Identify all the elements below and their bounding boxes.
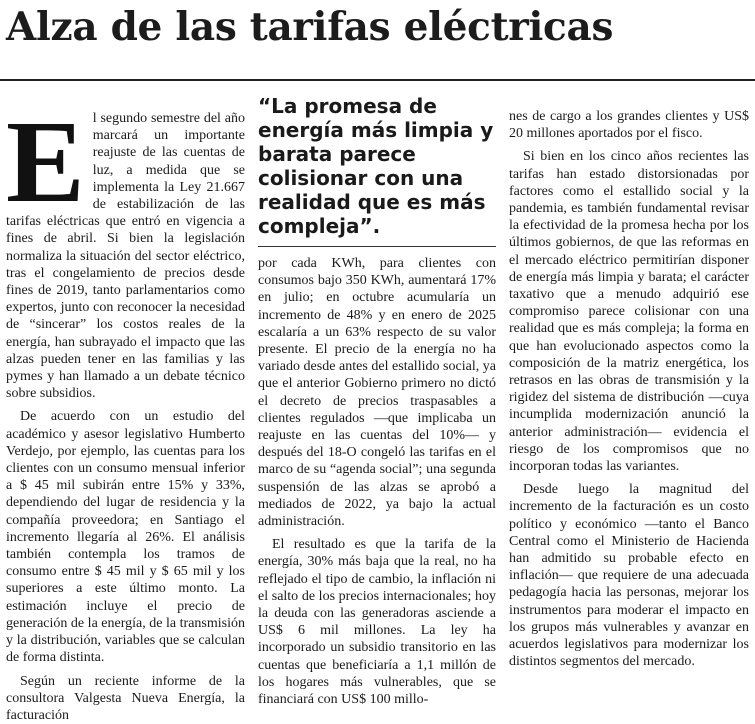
paragraph <box>6 110 245 402</box>
paragraph: nes de cargo a los grandes clientes y US$ 20 millones aportados por el fisco. <box>509 108 749 142</box>
column-3 <box>509 108 749 625</box>
paragraph: por cada KWh, para clientes con consumos bajo 350 KWh, aumentará 17% en julio; en octubre acumularía un incremento de 48% y en enero de 2025 escalaría a un 63% respecto de su valor presente. El precio de la energía no ha variado desde antes del estallido social, ya que el anterior Gobierno primero no dictó el decreto de precios traspasables a clientes regulados —que implicaba un reajuste en las cuentas del 10%— y después del 18-O congeló las tarifas en el marco de su “agenda social”; una segunda suspensión de las alzas se aprobó a mediados de 2022, ya bajo la actual administración. <box>258 255 496 530</box>
paragraph: Según un reciente informe de la consultora Valgesta Nueva Energía, la facturación <box>6 673 245 724</box>
drop-cap: E <box>6 118 85 206</box>
paragraph: Si bien en los cinco años recientes las tarifas han estado distorsionadas por factores como el estallido social y la pandemia, es también fundamental revisar la efectividad de la promesa hecha por los últimos gobiernos, de que las reformas en el mercado eléctrico permitirían disponer de energía más limpia y barata; el carácter taxativo que a menudo adquirió ese compromiso parece colisionar con una realidad que es más compleja; la forma en que han evolucionado aspectos como la composición de la matriz energética, los retrasos en las obras de transmisión y la rigidez del sistema de distribución —cuya incumplida modernización anunció la anterior administración— evidencia el riesgo de los compromisos que no incorporan todas las variantes. <box>509 148 749 475</box>
paragraph: El resultado es que la tarifa de la energía, 30% más baja que la real, no ha reflejado el tipo de cambio, la inflación ni el salto de los precios internacionales; hoy la deuda con las generadoras asciende a US$ 6 mil millones. La ley ha incorporado un subsidio transitorio en las cuentas que beneficiaría a 1,1 millón de los hogares más vulnerables, que se financiará con US$ 100 millo- <box>258 536 496 708</box>
paragraph: De acuerdo con un estudio del académico y asesor legislativo Humberto Verdejo, por ejemplo, las cuentas para los clientes con un consumo mensual inferior a $ 45 mil subirán entre 15% y 33%, dependiendo del lugar de residencia y la compañía proveedora; en Santiago el incremento llegaría al 26%. El análisis también contempla los tramos de consumo entre $ 45 mil y $ 65 mil y los superiores a este último monto. La estimación incluye el precio de generación de la energía, de la transmisión y la distribución, variables que se calculan de forma distinta. <box>6 408 245 666</box>
paragraph-text: l segundo semestre del año marcará un importante reajuste de las cuentas de luz, a medida que se implementa la Ley 21.667 de estabilización de las tarifas eléctricas que entró en vigencia a fines de abril. Si bien la legislación normaliza la situación del sector eléctrico, tras el congelamiento de precios desde fines de 2019, tanto parlamentarios como expertos, junto con reconocer la necesidad de “sincerar” los costos reales de la energía, han subrayado el impacto que las alzas pueden tener en las familias y las pymes y han llamado a un debate técnico sobre subsidios. <box>6 111 245 401</box>
pull-quote: “La promesa de energía más limpia y barata parece colisionar con una realidad que es más compleja”. <box>258 94 496 247</box>
paragraph: Desde luego la magnitud del incremento de la facturación es un costo político y económico —tanto el Banco Central como el Ministerio de Hacienda han admitido su probable efecto en inflación— que requiere de una adecuada pedagogía hacia las personas, mejorar los instrumentos para moderar el impacto en los grupos más vulnerables y avanzar en acuerdos legislativos para modernizar los distintos segmentos del mercado. <box>509 481 749 670</box>
column-1 <box>6 110 245 627</box>
headline: Alza de las tarifas eléctricas <box>6 4 613 50</box>
column-2 <box>258 94 496 611</box>
headline-rule <box>0 79 755 81</box>
